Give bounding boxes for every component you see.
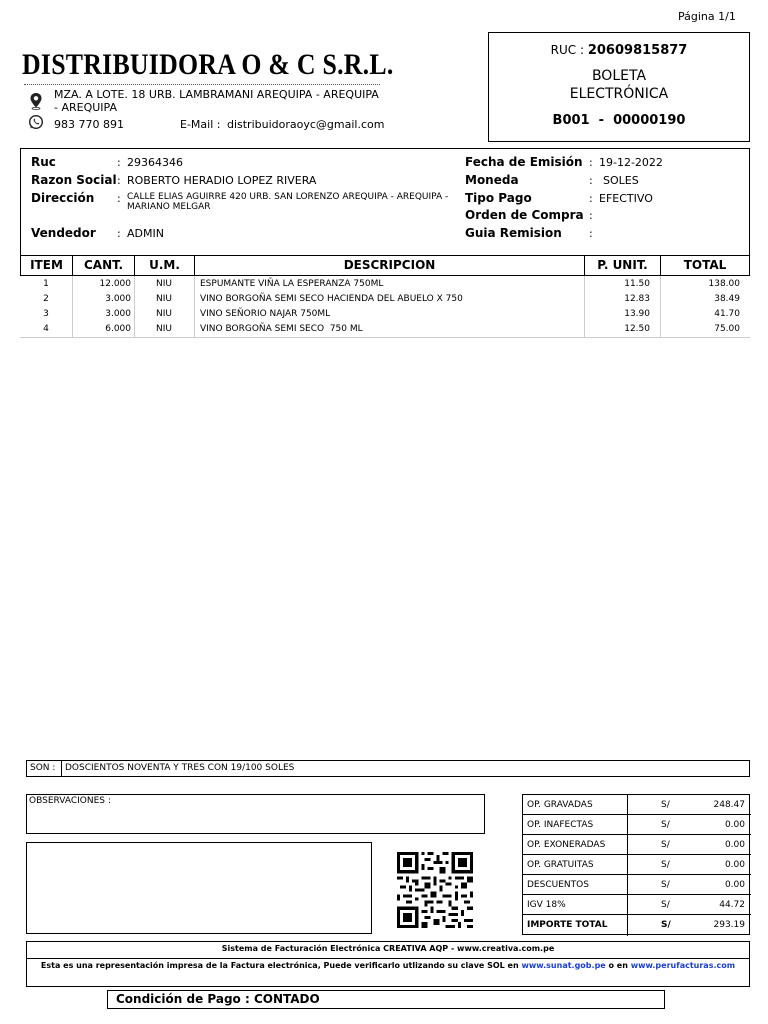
amount-words-value: DOSCIENTOS NOVENTA Y TRES CON 19/100 SOLES — [65, 763, 295, 773]
row-qty: 6.000 — [105, 324, 131, 334]
total-value: 0.00 — [724, 860, 745, 870]
row-item: 1 — [43, 279, 49, 289]
total-currency: S/ — [661, 840, 670, 850]
purchase-order-label: Orden de Compra — [465, 208, 584, 222]
total-row — [523, 855, 751, 875]
row-unit-price: 11.50 — [624, 279, 650, 289]
colon: : — [589, 227, 593, 240]
company-name: DISTRIBUIDORA O & C S.R.L. — [22, 48, 394, 81]
row-um: NIU — [156, 309, 172, 319]
row-qty: 3.000 — [105, 309, 131, 319]
qr-code — [397, 852, 473, 928]
total-row — [523, 795, 751, 815]
seller: ADMIN — [127, 227, 164, 240]
items-table-header — [20, 255, 750, 276]
payment-condition: Condición de Pago : CONTADO — [107, 990, 665, 1009]
total-value: 0.00 — [724, 880, 745, 890]
verify-mid: o en — [605, 961, 631, 970]
row-desc: VINO BORGOÑA SEMI SECO HACIENDA DEL ABUELO X 750 — [200, 294, 463, 304]
footer-divider — [27, 958, 749, 959]
col-um-header: U.M. — [135, 256, 195, 275]
footer-box — [26, 941, 750, 987]
row-unit-price: 12.50 — [624, 324, 650, 334]
amount-in-words — [26, 760, 750, 777]
col-qty-header: CANT. — [73, 256, 135, 275]
row-unit-price: 13.90 — [624, 309, 650, 319]
client-ruc-label: Ruc — [31, 155, 56, 169]
row-qty: 12.000 — [99, 279, 131, 289]
total-row — [523, 895, 751, 915]
client-info-box — [20, 148, 750, 256]
row-um: NIU — [156, 324, 172, 334]
colon: : — [589, 174, 593, 187]
page-number: Página 1/1 — [678, 10, 736, 23]
row-desc: ESPUMANTE VIÑA LA ESPERANZA 750ML — [200, 279, 384, 289]
total-currency: S/ — [661, 860, 670, 870]
total-label: IGV 18% — [527, 900, 566, 910]
observations-label: OBSERVACIONES : — [29, 796, 111, 806]
document-number: B001 - 00000190 — [552, 113, 686, 128]
client-address-label: Dirección — [31, 191, 95, 205]
ruc-number: 20609815877 — [587, 43, 688, 58]
row-total: 75.00 — [714, 324, 740, 334]
total-value: 44.72 — [719, 900, 745, 910]
row-um: NIU — [156, 279, 172, 289]
total-label: OP. EXONERADAS — [527, 840, 606, 850]
grand-total-row — [523, 915, 751, 935]
colon: : — [117, 174, 121, 187]
row-total: 41.70 — [714, 309, 740, 319]
colon: : — [589, 209, 593, 222]
row-item: 3 — [43, 309, 49, 319]
grand-total-label: IMPORTE TOTAL — [527, 920, 608, 930]
email-label: E-Mail : — [180, 118, 221, 131]
location-pin-icon — [28, 92, 44, 110]
colon: : — [589, 192, 593, 205]
total-currency: S/ — [661, 880, 670, 890]
system-link[interactable]: www.creativa.com.pe — [457, 944, 555, 953]
total-value: 0.00 — [724, 840, 745, 850]
table-row — [20, 322, 750, 337]
payment-type: EFECTIVO — [599, 192, 653, 205]
document-type — [489, 67, 749, 103]
col-total-header: TOTAL — [683, 258, 727, 272]
email-value: distribuidoraoyc@gmail.com — [226, 118, 385, 131]
client-address: CALLE ELIAS AGUIRRE 420 URB. SAN LORENZO AREQUIPA - AREQUIPA - MARIANO MELGAR — [127, 192, 449, 212]
row-unit-price: 12.83 — [624, 294, 650, 304]
row-um: NIU — [156, 294, 172, 304]
totals-table — [522, 794, 750, 935]
client-name-label: Razon Social — [31, 173, 117, 187]
total-label: OP. GRAVADAS — [527, 800, 593, 810]
total-value: 0.00 — [724, 820, 745, 830]
verify-line — [27, 961, 749, 970]
payment-type-label: Tipo Pago — [465, 191, 532, 205]
sunat-link[interactable]: www.sunat.gob.pe — [521, 961, 606, 970]
grand-total-value: 293.19 — [713, 920, 745, 930]
son-divider — [61, 761, 62, 776]
total-row — [523, 835, 751, 855]
grand-total-currency: S/ — [661, 920, 671, 930]
perufacturas-link[interactable]: www.perufacturas.com — [630, 961, 736, 970]
system-text: Sistema de Facturación Electrónica CREATIVA AQP - — [221, 944, 458, 953]
notes-box — [26, 842, 372, 934]
observations-box — [26, 794, 485, 834]
table-row — [20, 292, 750, 307]
document-header-box — [488, 32, 750, 142]
total-label: OP. GRATUITAS — [527, 860, 594, 870]
row-total: 38.49 — [714, 294, 740, 304]
client-name: ROBERTO HERADIO LOPEZ RIVERA — [127, 174, 317, 187]
company-email — [180, 118, 384, 131]
row-item: 2 — [43, 294, 49, 304]
ruc-label: RUC : — [550, 43, 585, 57]
ruc-line — [489, 43, 749, 58]
document-type-line2: ELECTRÓNICA — [569, 86, 669, 102]
row-qty: 3.000 — [105, 294, 131, 304]
currency: SOLES — [603, 174, 639, 187]
issue-date: 19-12-2022 — [599, 156, 663, 169]
company-address: MZA. A LOTE. 18 URB. LAMBRAMANI AREQUIPA - AREQUIPA - AREQUIPA — [54, 88, 379, 114]
colon: : — [117, 156, 121, 169]
col-unit-header: P. UNIT. — [585, 256, 661, 275]
row-total: 138.00 — [708, 279, 740, 289]
total-label: DESCUENTOS — [527, 880, 589, 890]
total-row — [523, 815, 751, 835]
verify-text: Esta es una representación impresa de la Factura electrónica, Puede verificarlo utlizando su clave SOL en — [40, 961, 522, 970]
table-row — [20, 277, 750, 292]
col-item-header: ITEM — [21, 256, 73, 275]
company-divider — [24, 84, 380, 85]
currency-label: Moneda — [465, 173, 519, 187]
document-type-line1: BOLETA — [591, 68, 647, 84]
row-item: 4 — [43, 324, 49, 334]
items-table-body — [20, 276, 750, 338]
total-label: OP. INAFECTAS — [527, 820, 594, 830]
table-row — [20, 307, 750, 322]
issue-date-label: Fecha de Emisión — [465, 155, 583, 169]
colon: : — [589, 156, 593, 169]
row-desc: VINO SEÑORIO NAJAR 750ML — [200, 309, 331, 319]
company-phone: 983 770 891 — [54, 118, 124, 131]
whatsapp-icon — [28, 114, 44, 130]
colon: : — [117, 192, 121, 205]
system-line — [27, 944, 749, 953]
total-currency: S/ — [661, 900, 670, 910]
total-currency: S/ — [661, 800, 670, 810]
colon: : — [117, 227, 121, 240]
total-row — [523, 875, 751, 895]
col-desc-header: DESCRIPCION — [195, 256, 585, 275]
row-desc: VINO BORGOÑA SEMI SECO 750 ML — [200, 324, 363, 334]
total-currency: S/ — [661, 820, 670, 830]
client-ruc: 29364346 — [127, 156, 183, 169]
guide-label: Guia Remision — [465, 226, 562, 240]
total-value: 248.47 — [713, 800, 745, 810]
amount-words-label: SON : — [30, 763, 56, 773]
seller-label: Vendedor — [31, 226, 96, 240]
